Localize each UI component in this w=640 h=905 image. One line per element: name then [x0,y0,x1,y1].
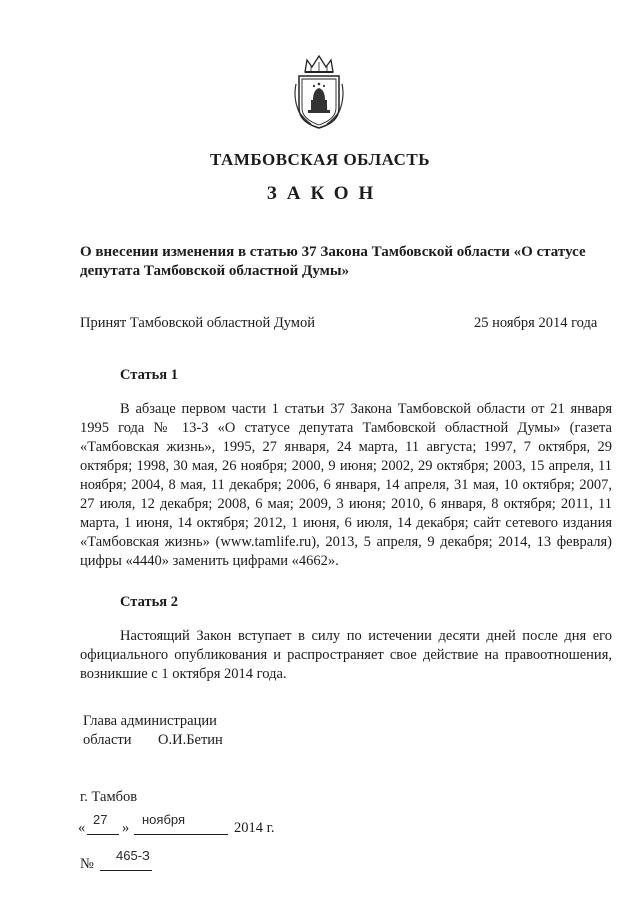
signatory-title-line2: области [83,732,132,748]
article-2-heading: Статья 2 [120,594,178,610]
number-sign: № [80,856,94,872]
article-2-text: Настоящий Закон вступает в силу по истечении десяти дней после дня его официального опубликования и распространяет свое действие на правоотношения, возникшие с 1 октября 2014 года. [80,628,612,682]
signatory-name: О.И.Бетин [158,732,223,748]
adoption-date: 25 ноября 2014 года [474,315,598,331]
number-value: 465-З [116,848,150,863]
adopted-by: Принят Тамбовской областной Думой [80,315,315,331]
date-day: 27 [93,812,108,827]
month-underline [134,834,228,835]
article-1-text: В абзаце первом части 1 статьи 37 Закона Тамбовской области от 21 января 1995 года № 13-З «О статусе депутата Тамбовской областной Думы» (газета «Тамбовская жизнь», 1995, 27 января, 24 марта, 11 августа; 1997, 7 октября, 29 октября; 1998, 30 мая, 26 ноября; 2000, 9 июня; 2002, 29 октября; 2003, 15 апреля, 11 ноября; 2004, 8 мая, 11 декабря; 2006, 6 января, 14 апреля, 31 мая, 10 октября; 2007, 27 июля, 12 декабря; 2008, 6 мая; 2009, 3 июня; 2010, 6 января, 8 октября; 2011, 11 марта, 1 июня, 14 октября; 2012, 1 июня, 6 июля, 14 декабря; сайт сетевого издания «Тамбовская жизнь» (www.tamlife.ru), 2013, 5 апреля, 9 декабря; 2014, 13 февраля) цифры «4440» заменить цифрами «4662». [80,401,612,569]
law-subject: О внесении изменения в статью 37 Закона Тамбовской области «О статусе депутата Тамбовской областной Думы» [80,244,586,279]
law-number [80,848,160,874]
signing-city: г. Тамбов [80,789,138,805]
date-close-quote: » [122,820,130,836]
signing-date [78,812,298,838]
signatory-title-line1: Глава администрации [83,713,217,729]
region-title: ТАМБОВСКАЯ ОБЛАСТЬ [210,150,430,169]
number-underline [100,870,152,871]
date-year: 2014 г. [234,820,275,836]
document-type-title: ЗАКОН [266,183,384,204]
article-1-heading: Статья 1 [120,367,178,383]
date-month: ноября [142,812,186,827]
date-open-quote: « [78,820,86,836]
day-underline [87,834,119,835]
tambov-coat-of-arms-icon [291,54,347,130]
